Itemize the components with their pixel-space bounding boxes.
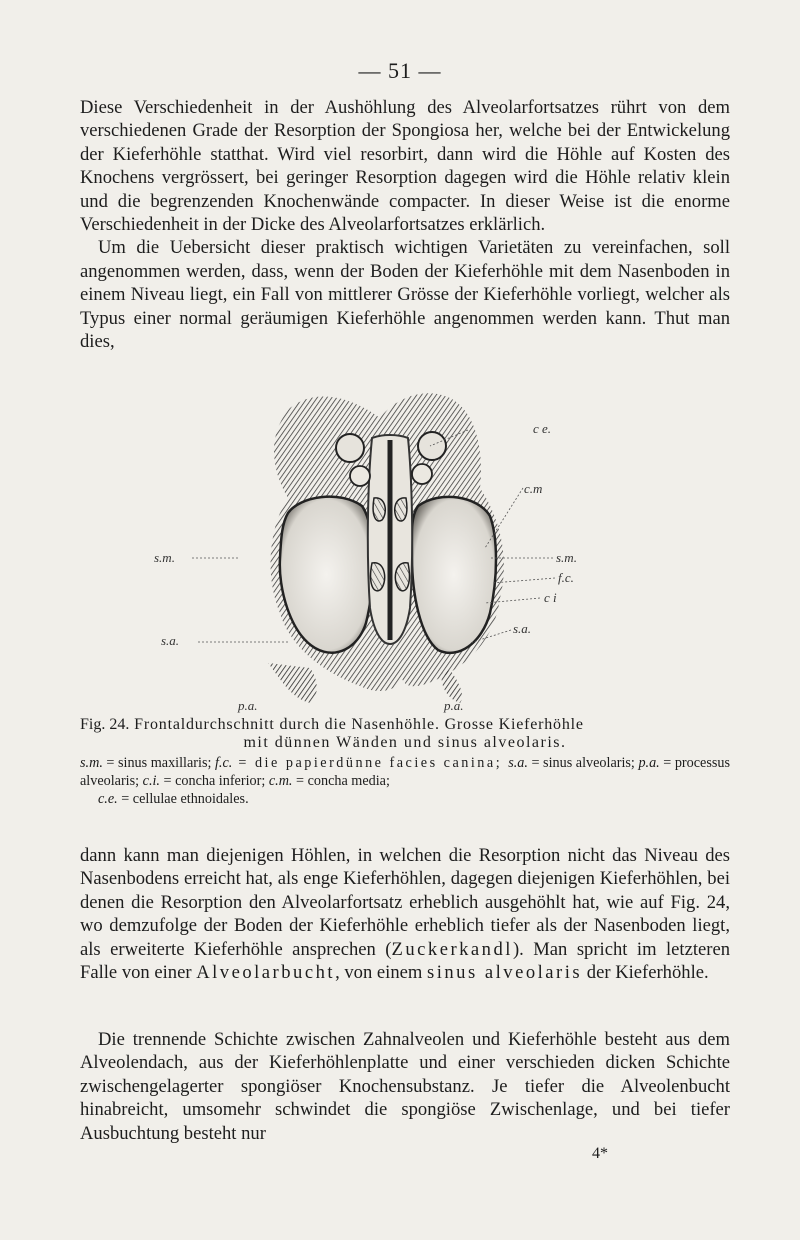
label-sinus-alveolaris-left: s.a.	[161, 633, 180, 648]
paragraph-text: Diese Verschiedenheit in der Aushöhlung des Alveolarfortsatzes rührt von dem verschiedenen Grade der Resorption der Spongiosa her, welche bei der Entwickelung der Kieferhöhle statthat. Wird viel resorbirt, dann wird die Höhle auf Kosten des Knochens vergrössert, bei geringer Resorption dagegen wird die Höhle relativ klein und die begrenzenden Knochenwände compacter. In dieser Weise ist die enorme Verschiedenheit in der Dicke des Alveolarfortsatzes erklärlich.	[80, 97, 730, 236]
label-processus-alveolaris-right: p.a.	[444, 698, 464, 713]
label-sinus-alveolaris-right: s.a.	[513, 621, 532, 636]
paragraph-text: ). Man spricht im letzteren Falle von einer	[80, 938, 730, 984]
paragraph-text: , von einem	[335, 962, 427, 984]
paragraph-text: der Kieferhöhle.	[582, 962, 709, 984]
paragraph-text: Die trennende Schichte zwischen Zahnalveolen und Kieferhöhle besteht aus dem Alveolendach, aus der Kieferhöhlenplatte und einer verschieden dicken Schichte zwischengelagerter spongiöser Knochensubstanz. Je tiefer die Alveolenbucht hinabreicht, umsomehr schwindet die spongiöse Zwischenlage, und bei tiefer Ausbuchtung besteht nur	[80, 1029, 730, 1144]
caption-title-line-2: mit dünnen Wänden und sinus alveolaris.	[243, 734, 567, 751]
label-processus-alveolaris-left: p.a.	[238, 698, 258, 713]
figure-24	[140, 378, 660, 718]
author-name: Zuckerkandl	[391, 938, 513, 960]
legend-text: = concha inferior;	[159, 773, 269, 789]
legend-text: = sinus alveolaris;	[527, 755, 639, 771]
caption-legend	[80, 754, 730, 808]
label-sinus-maxillaris-right: s.m.	[556, 550, 577, 565]
legend-abbr: s.a.	[508, 755, 528, 771]
signature-mark: 4*	[592, 1145, 608, 1162]
legend-text: = processus alveolaris;	[80, 755, 731, 789]
caption-title	[80, 716, 730, 734]
paragraph-trennende-schichte	[80, 1028, 730, 1145]
legend-abbr: c.i.	[142, 773, 160, 789]
label-facies-canina: f.c.	[558, 570, 574, 585]
label-cellulae-ethmoidales: c e.	[533, 421, 552, 436]
page-number: — 51 —	[358, 58, 442, 83]
paragraph-text: Um die Uebersicht dieser praktisch wichtigen Varietäten zu vereinfachen, soll angenommen werden, dass, wenn der Boden der Kieferhöhle mit dem Nasenboden in einem Niveau liegt, ein Fall von mittlerer Grösse der Kieferhöhle vorliegt, welcher als Typus einer normal geräumigen Kieferhöhle angenommen werden kann. Thut man dies,	[80, 237, 730, 353]
figure-caption	[80, 716, 730, 808]
figure-number: Fig. 24.	[80, 716, 130, 733]
label-concha-media: c.m	[524, 481, 543, 496]
legend-abbr: p.a.	[638, 755, 660, 771]
label-sinus-maxillaris-left: s.m.	[154, 550, 175, 565]
legend-abbr: f.c.	[214, 755, 233, 771]
skull-cross-section-illustration	[140, 378, 660, 718]
paragraph-intro	[80, 96, 730, 353]
legend-text: = cellulae ethnoidales.	[117, 791, 249, 807]
legend-text: = concha media;	[292, 773, 390, 789]
paragraph-alveolarbucht	[80, 844, 730, 984]
legend-abbr: s.m.	[80, 755, 103, 771]
legend-text: = sinus maxillaris;	[102, 755, 215, 771]
term-sinus-alveolaris: sinus alveolaris	[426, 962, 583, 984]
label-concha-inferior: c i	[544, 590, 557, 605]
term-alveolarbucht: Alveolarbucht	[196, 962, 336, 984]
paragraph-text: dann kann man diejenigen Höhlen, in welchen die Resorption nicht das Niveau des Nasenbodens erreicht hat, als enge Kieferhöhlen, dagegen diejenigen Kieferhöhlen, bei denen die Resorption den Alveolarfortsatz erheblich ausgehöhlt hat, wie auf Fig. 24, wo demzufolge der Boden der Kieferhöhle erheblich tiefer als der Nasenboden liegt, als erweiterte Kieferhöhle ansprechen (	[80, 845, 730, 960]
legend-abbr: c.e.	[98, 791, 118, 807]
caption-title-line-1: Frontaldurchschnitt durch die Nasenhöhle. Grosse Kieferhöhle	[129, 716, 584, 733]
legend-abbr: c.m.	[268, 773, 293, 789]
legend-text: = die papierdünne facies canina;	[232, 755, 509, 771]
